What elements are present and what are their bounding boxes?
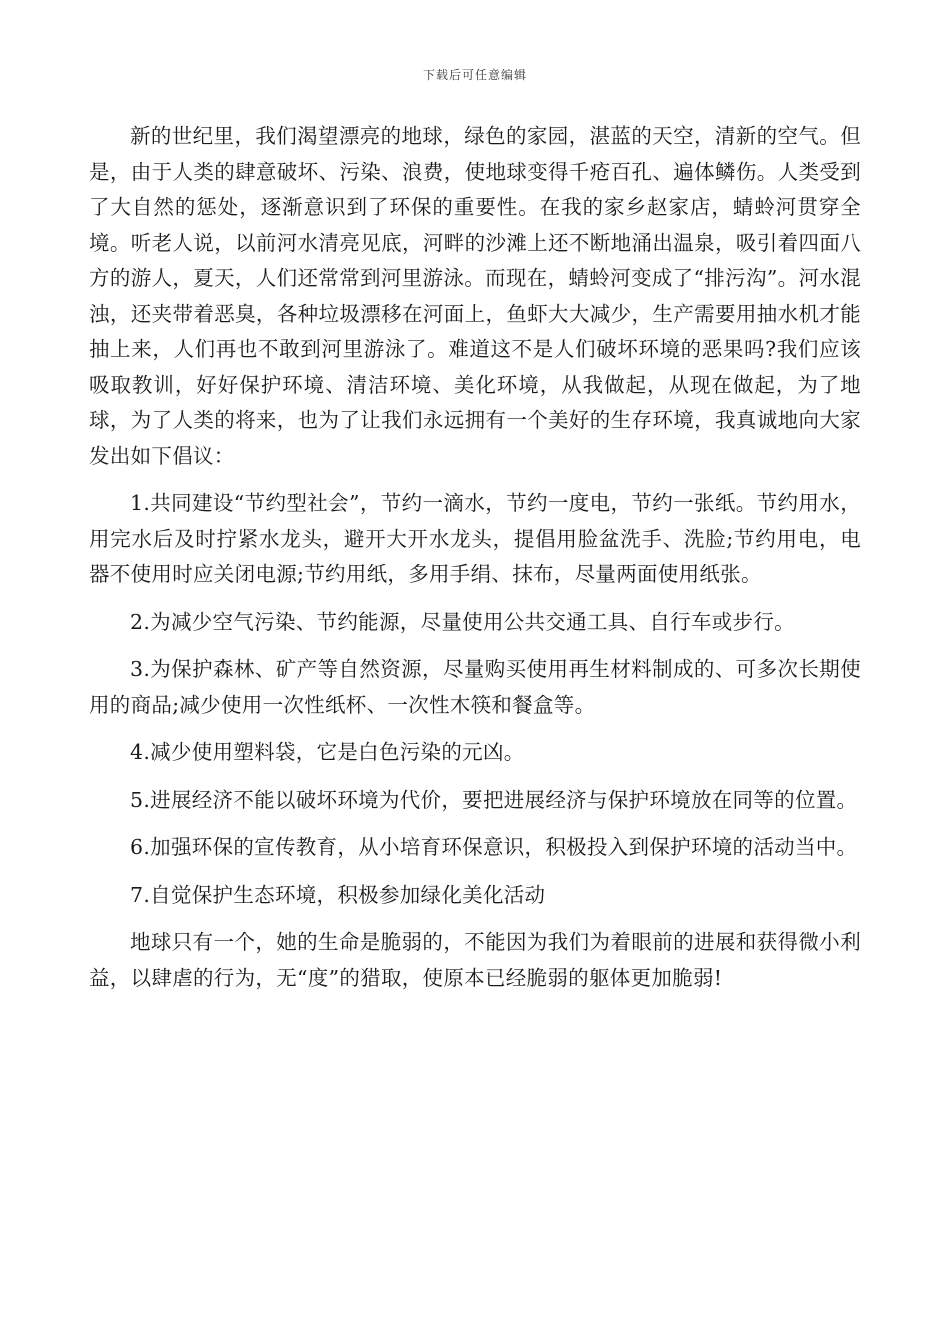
page-header-note: 下载后可任意编辑 — [422, 68, 527, 82]
proposal-item-1: 1.共同建设“节约型社会”，节约一滴水，节约一度电，节约一张纸。节约用水，用完水后及时拧紧水龙头，避开大开水龙头，提倡用脸盆洗手、洗脸;节约用电，电器不使用时应关闭电源;节约用纸，多用手绢、抹布，尽量两面使用纸张。 — [89, 491, 861, 586]
proposal-item-2: 2.为减少空气污染、节约能源，尽量使用公共交通工具、自行车或步行。 — [130, 609, 795, 634]
proposal-item-5: 5.进展经济不能以破坏环境为代价，要把进展经济与保护环境放在同等的位置。 — [130, 787, 858, 812]
proposal-item-7: 7.自觉保护生态环境，积极参加绿化美化活动 — [130, 882, 546, 907]
proposal-item-4: 4.减少使用塑料袋，它是白色污染的元凶。 — [130, 740, 525, 764]
document-body — [89, 119, 861, 996]
proposal-item-6: 6.加强环保的宣传教育，从小培育环保意识，积极投入到保护环境的活动当中。 — [130, 835, 858, 859]
proposal-item-3: 3.为保护森林、矿产等自然资源，尽量购买使用再生材料制成的、可多次长期使用的商品;减少使用一次性纸杯、一次性木筷和餐盒等。 — [89, 657, 861, 717]
intro-paragraph: 新的世纪里，我们渴望漂亮的地球，绿色的家园，湛蓝的天空，清新的空气。但是，由于人类的肆意破坏、污染、浪费，使地球变得千疮百孔、遍体鳞伤。人类受到了大自然的惩处，逐渐意识到了环保的重要性。在我的家乡赵家店，蜻蛉河贯穿全境。听老人说，以前河水清亮见底，河畔的沙滩上还不断地涌出温泉，吸引着四面八方的游人，夏天，人们还常常到河里游泳。而现在，蜻蛉河变成了“排污沟”。河水混浊，还夹带着恶臭，各种垃圾漂移在河面上，鱼虾大大减少，生产需要用抽水机才能抽上来，人们再也不敢到河里游泳了。难道这不是人们破坏环境的恶果吗?我们应该吸取教训，好好保护环境、清洁环境、美化环境，从我做起，从现在做起，为了地球，为了人类的将来，也为了让我们永远拥有一个美好的生存环境，我真诚地向大家发出如下倡议： — [89, 124, 861, 468]
closing-paragraph: 地球只有一个，她的生命是脆弱的，不能因为我们为着眼前的进展和获得微小利益，以肆虐的行为，无“度”的猎取，使原本已经脆弱的躯体更加脆弱! — [89, 930, 861, 990]
